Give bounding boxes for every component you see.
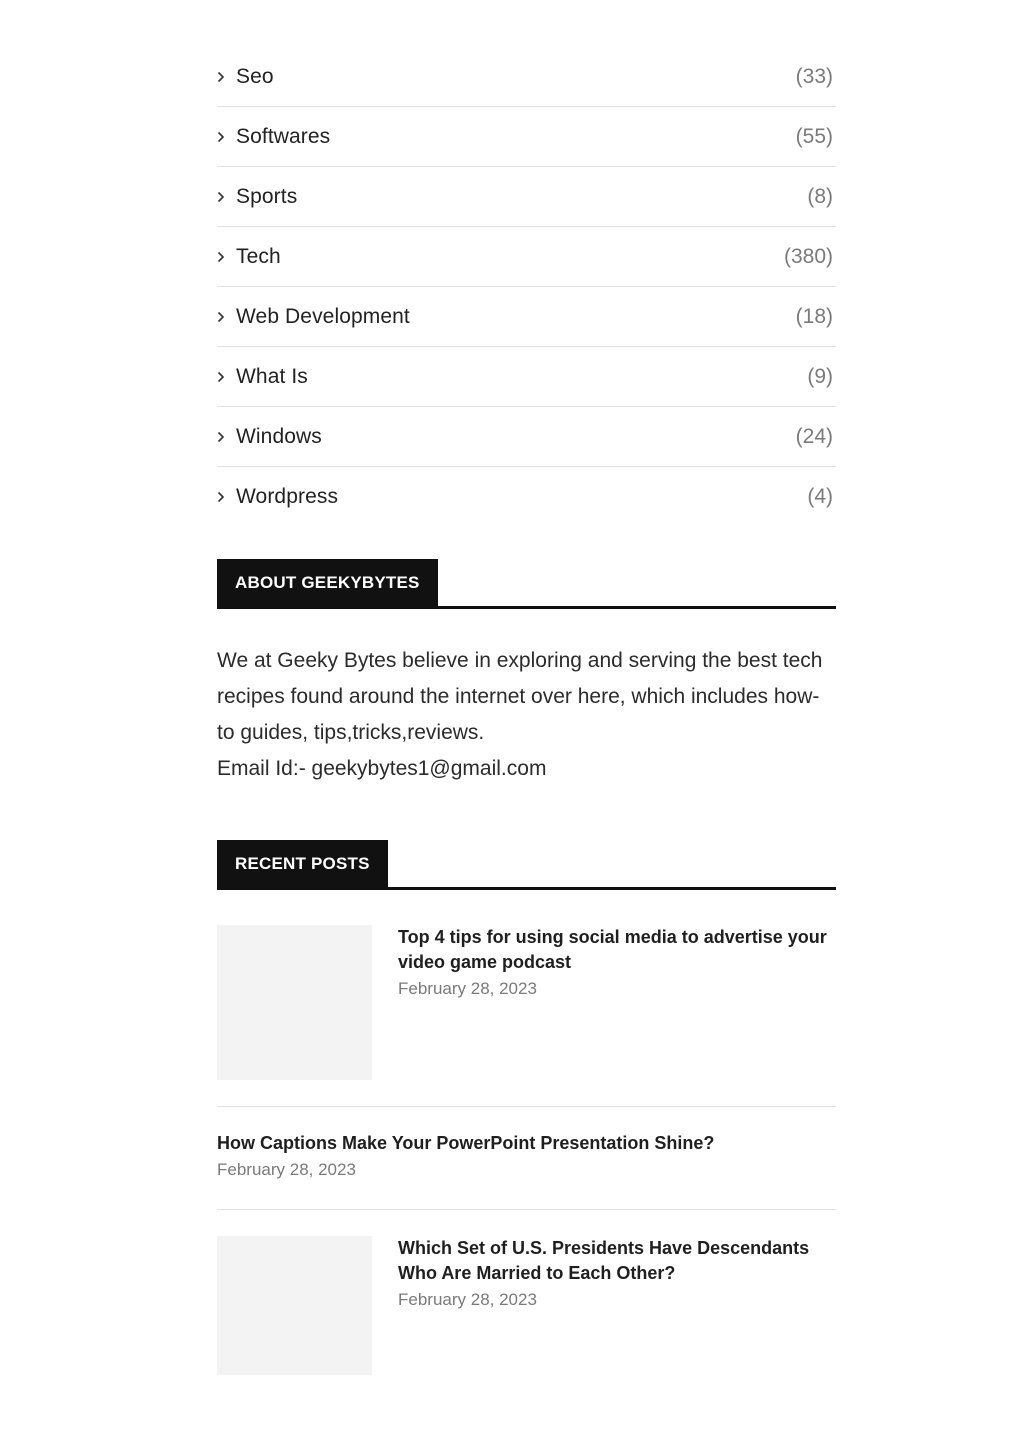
recent-posts-heading <box>217 840 836 890</box>
chevron-right-icon <box>217 131 236 143</box>
category-list <box>217 47 836 526</box>
chevron-right-icon <box>217 491 236 503</box>
chevron-right-icon <box>217 371 236 383</box>
category-item-web-development[interactable] <box>217 287 836 347</box>
category-label[interactable]: Web Development <box>236 304 410 328</box>
post-body <box>398 925 838 999</box>
about-widget-heading <box>217 559 836 609</box>
chevron-right-icon <box>217 71 236 83</box>
post-divider <box>217 1209 836 1210</box>
category-link[interactable] <box>217 125 330 149</box>
post-date: February 28, 2023 <box>217 1160 356 1179</box>
category-link[interactable] <box>217 365 308 389</box>
category-label[interactable]: Softwares <box>236 124 331 148</box>
chevron-right-icon <box>217 431 236 443</box>
category-count: (8) <box>807 184 833 208</box>
category-item-what-is[interactable] <box>217 347 836 407</box>
post-body <box>217 1131 836 1180</box>
category-link[interactable] <box>217 425 322 449</box>
category-label[interactable]: Windows <box>236 424 322 448</box>
category-item-seo[interactable] <box>217 47 836 107</box>
category-item-windows[interactable] <box>217 407 836 467</box>
category-count: (33) <box>795 64 833 88</box>
post-date: February 28, 2023 <box>398 979 537 998</box>
post-thumbnail[interactable] <box>217 925 372 1080</box>
about-heading-label: ABOUT GEEKYBYTES <box>217 559 438 606</box>
category-link[interactable] <box>217 305 410 329</box>
about-email: Email Id:- geekybytes1@gmail.com <box>217 757 547 780</box>
category-item-sports[interactable] <box>217 167 836 227</box>
category-label[interactable]: What Is <box>236 364 308 388</box>
post-date: February 28, 2023 <box>398 1290 537 1309</box>
post-body <box>398 1236 838 1310</box>
post-thumbnail[interactable] <box>217 1236 372 1375</box>
about-text <box>217 643 836 787</box>
category-item-softwares[interactable] <box>217 107 836 167</box>
recent-post <box>217 925 836 1081</box>
category-count: (4) <box>807 484 833 508</box>
category-label[interactable]: Sports <box>236 184 298 208</box>
category-count: (24) <box>795 424 833 448</box>
category-label[interactable]: Tech <box>236 244 281 268</box>
category-count: (9) <box>807 364 833 388</box>
post-title-link[interactable]: Which Set of U.S. Presidents Have Descendants Who Are Married to Each Other? <box>398 1238 810 1283</box>
recent-post <box>217 1236 836 1375</box>
chevron-right-icon <box>217 311 236 323</box>
category-link[interactable] <box>217 485 338 509</box>
post-title-link[interactable]: Top 4 tips for using social media to advertise your video game podcast <box>398 927 827 972</box>
category-link[interactable] <box>217 245 281 269</box>
category-label[interactable]: Wordpress <box>236 484 339 508</box>
category-link[interactable] <box>217 185 297 209</box>
post-title-link[interactable]: How Captions Make Your PowerPoint Presentation Shine? <box>217 1133 715 1153</box>
recent-posts-heading-label: RECENT POSTS <box>217 840 388 887</box>
category-count: (18) <box>795 304 833 328</box>
post-divider <box>217 1106 836 1107</box>
category-count: (380) <box>783 244 833 268</box>
chevron-right-icon <box>217 191 236 203</box>
category-count: (55) <box>795 124 833 148</box>
chevron-right-icon <box>217 251 236 263</box>
category-link[interactable] <box>217 65 274 89</box>
about-description: We at Geeky Bytes believe in exploring and serving the best tech recipes found around the internet over here, which includes how-to guides, tips,tricks,reviews. <box>217 649 823 744</box>
category-item-tech[interactable] <box>217 227 836 287</box>
category-label[interactable]: Seo <box>236 64 274 88</box>
category-item-wordpress[interactable] <box>217 467 836 526</box>
